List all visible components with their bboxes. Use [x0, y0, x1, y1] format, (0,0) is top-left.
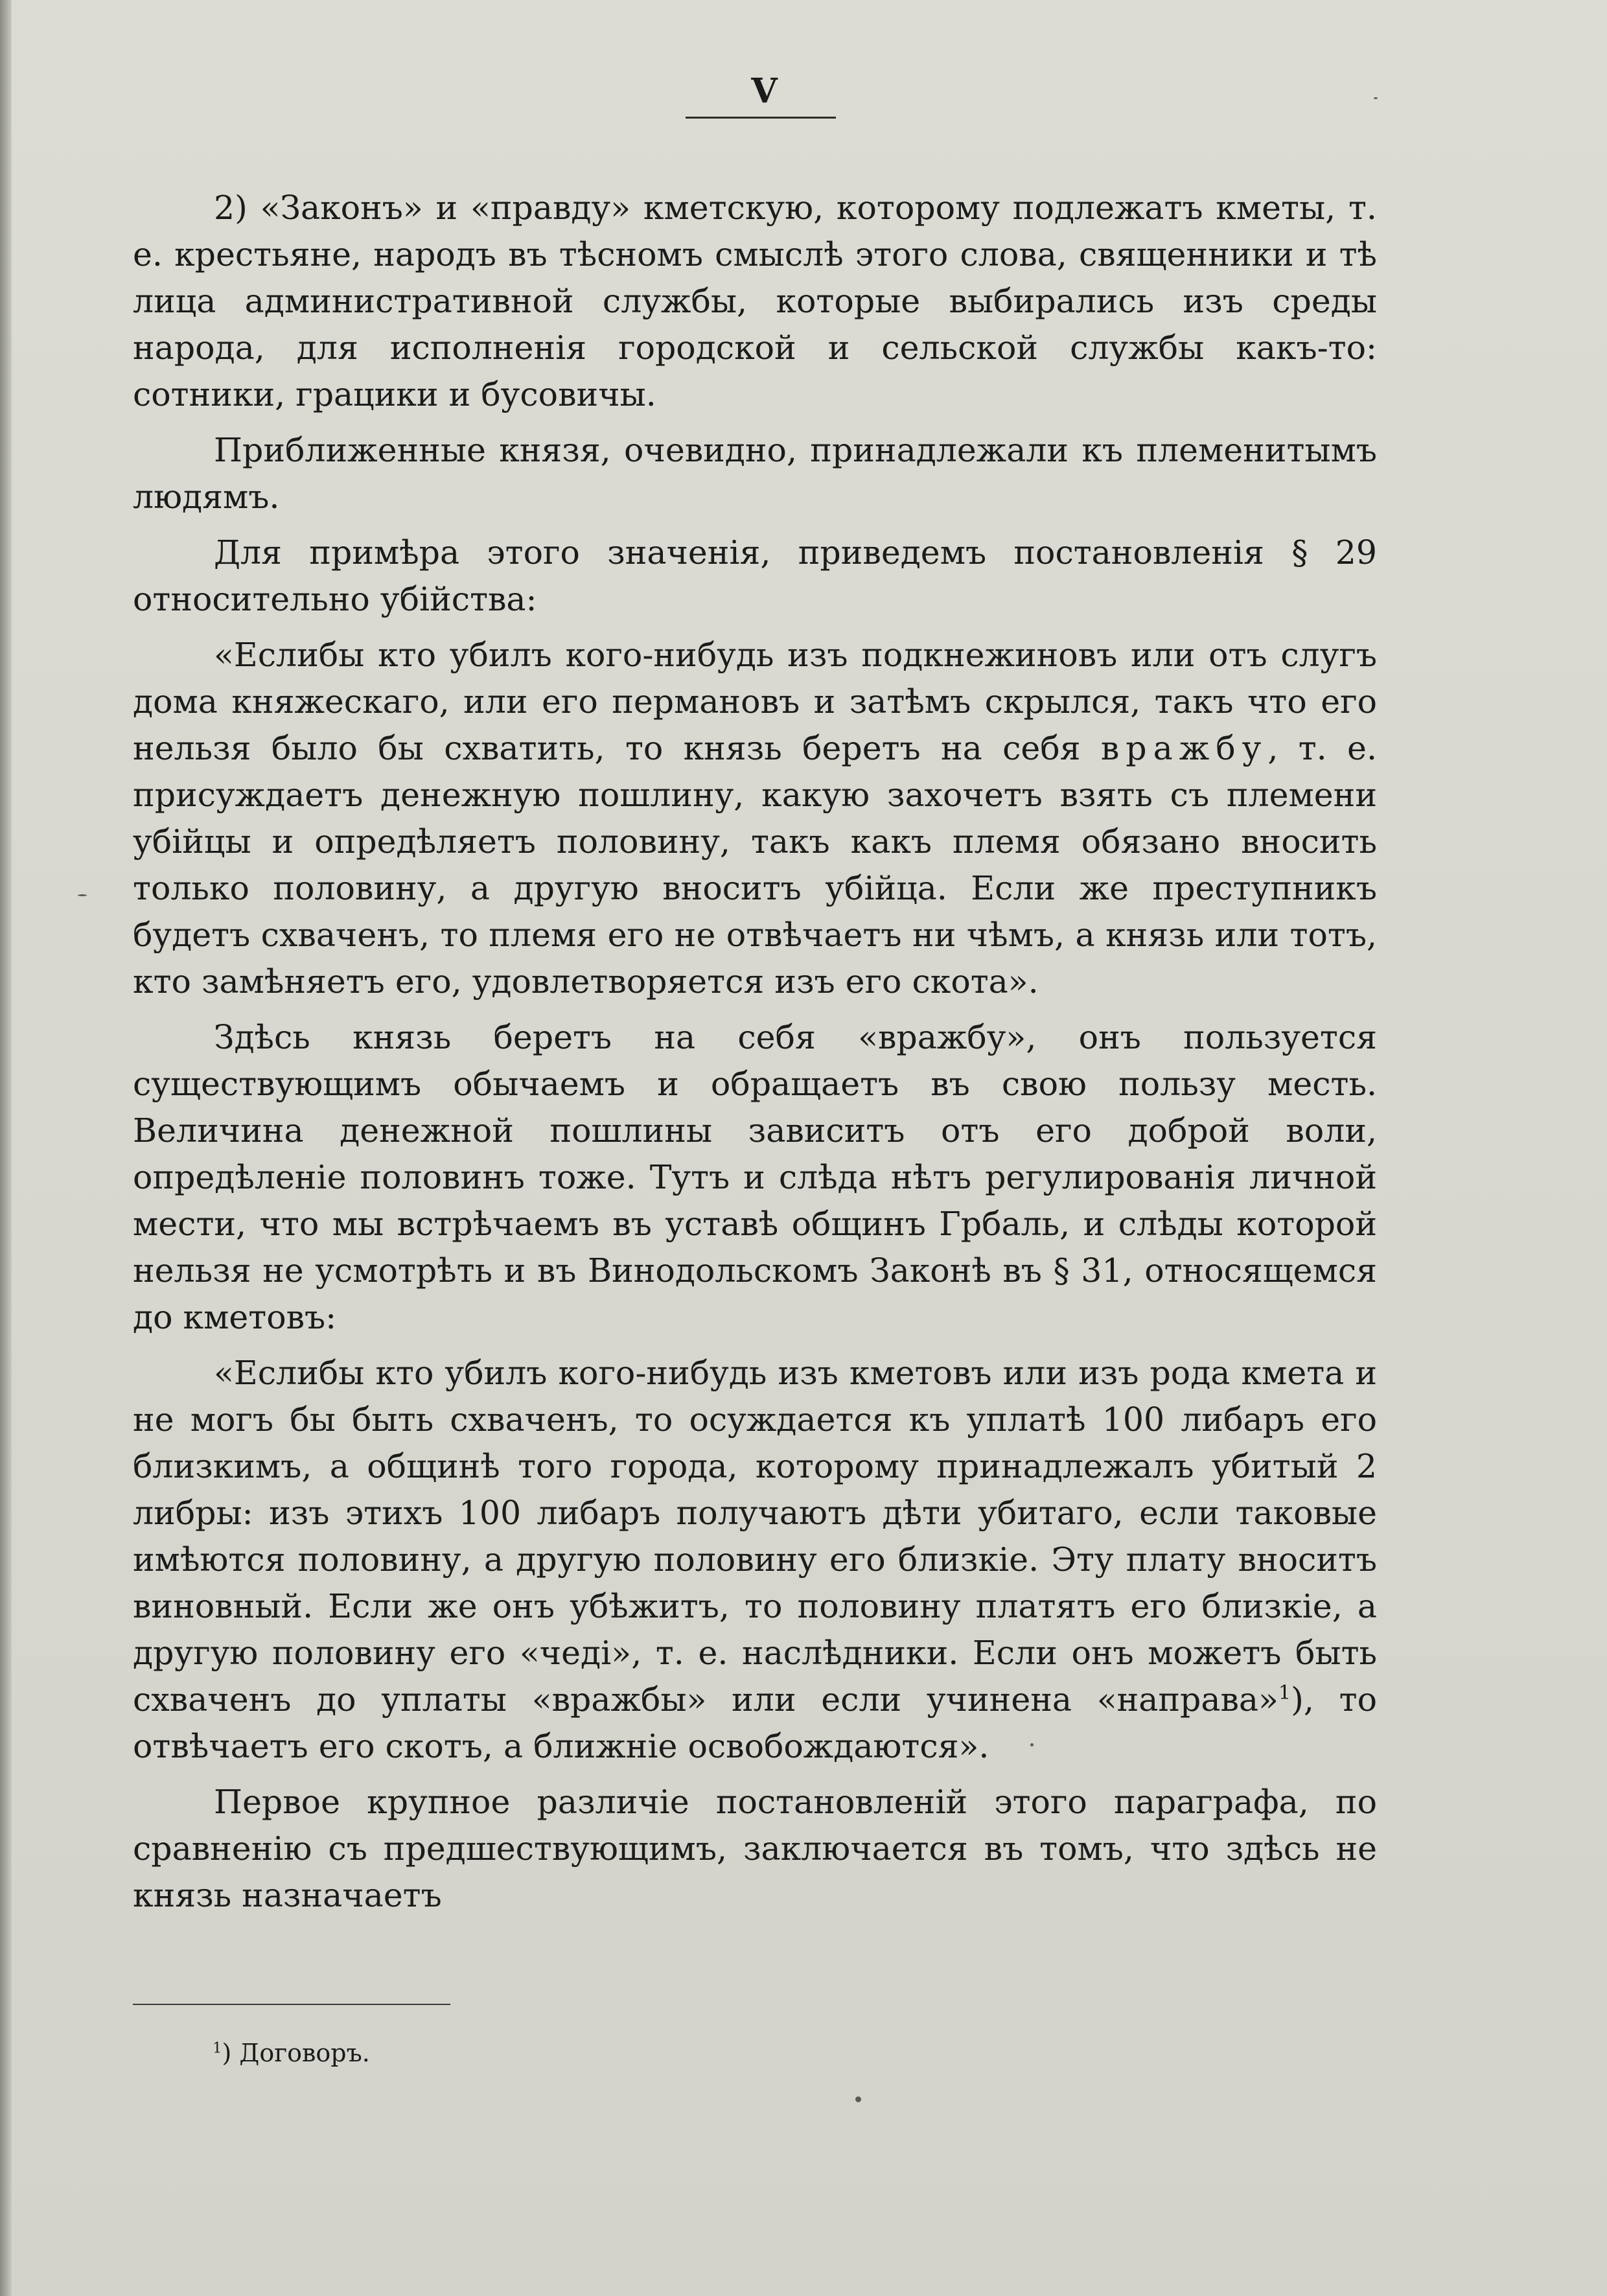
paragraph-2: Приближенные князя, очевидно, принадлежали къ племенитымъ людямъ.: [133, 431, 1377, 516]
quote-text-end: ), то отвѣчаетъ его скотъ, а ближніе освобождаются».: [133, 1680, 1377, 1765]
quote-text-start: «Еслибы кто убилъ кого-нибудь изъ подкнежиновъ или отъ слугъ дома княжескаго, или его пермановъ и затѣмъ скрылся, такъ что его нельзя было бы схватить, то князь беретъ на себя: [133, 636, 1377, 767]
paragraph-1: 2) «Законъ» и «правду» кметскую, которому подлежатъ кметы, т. е. крестьяне, народъ въ тѣсномъ смыслѣ этого слова, священники и тѣ лица административной службы, которые выбирались изъ среды народа, для исполненія городской и сельской службы какъ-то: сотники, грацики и бусовичы.: [133, 189, 1377, 413]
paper-speck: [855, 2096, 861, 2102]
footnote-reference: 1: [1278, 1682, 1291, 1705]
quote-text-start: «Еслибы кто убилъ кого-нибудь изъ кметовъ или изъ рода кмета и не могъ бы быть схваченъ, то осуждается къ уплатѣ 100 либаръ его близкимъ, а общинѣ того города, которому принадлежалъ убитый 2 либры: изъ этихъ 100 либаръ получаютъ дѣти убитаго, если таковые имѣются половину, а другую половину его близкіе. Эту плату вноситъ виновный. Если же онъ убѣжитъ, то половину платятъ его близкіе, а другую половину его «чеді», т. е. наслѣдники. Если онъ можетъ быть схваченъ до уплаты «вражбы» или если учинена «направа»: [133, 1354, 1377, 1719]
paragraph-6-quote: [133, 1350, 1377, 1770]
page-edge-shadow: [0, 0, 12, 2296]
paragraph-5: Здѣсь князь беретъ на себя «вражбу», онъ пользуется существующимъ обычаемъ и обращаетъ въ свою пользу месть. Величина денежной пошлины зависитъ отъ его доброй воли, опредѣленіе половинъ тоже. Тутъ и слѣда нѣтъ регулированія личной мести, что мы встрѣчаемъ въ уставѣ общинъ Грбаль, и слѣды которой нельзя не усмотрѣть и въ Винодольскомъ Законѣ въ § 31, относящемся до кметовъ:: [133, 1018, 1377, 1336]
paper-speck: [1030, 1743, 1034, 1746]
spaced-term: вражбу: [1100, 729, 1268, 767]
paragraph-4-quote: [133, 632, 1377, 1005]
page-number: V: [751, 71, 778, 111]
page-number-rule: [686, 117, 836, 119]
footnote-text: ) Договоръ.: [222, 2039, 370, 2067]
paragraph-7: Первое крупное различіе постановленій этого параграфа, по сравненію съ предшествующимъ, заключается въ томъ, что здѣсь не князь назначаетъ: [133, 1783, 1377, 1914]
paper-speck: [78, 894, 87, 896]
body-text: [133, 185, 1377, 1928]
quote-text-end: , т. е. присуждаетъ денежную пошлину, какую захочетъ взять съ племени убійцы и опредѣляетъ половину, такъ какъ племя обязано вносить только половину, а другую вноситъ убійца. Если же преступникъ будетъ схваченъ, то племя его не отвѣчаетъ ни чѣмъ, а князь или тотъ, кто замѣняетъ его, удовлетворяется изъ его скота».: [133, 729, 1377, 1001]
paragraph-3: Для примѣра этого значенія, приведемъ постановленія § 29 относительно убійства:: [133, 533, 1377, 618]
footnote-rule: [133, 2004, 450, 2005]
footnote-marker: 1: [213, 2039, 222, 2057]
paper-speck: [1374, 97, 1378, 99]
footnote: [213, 2037, 370, 2069]
